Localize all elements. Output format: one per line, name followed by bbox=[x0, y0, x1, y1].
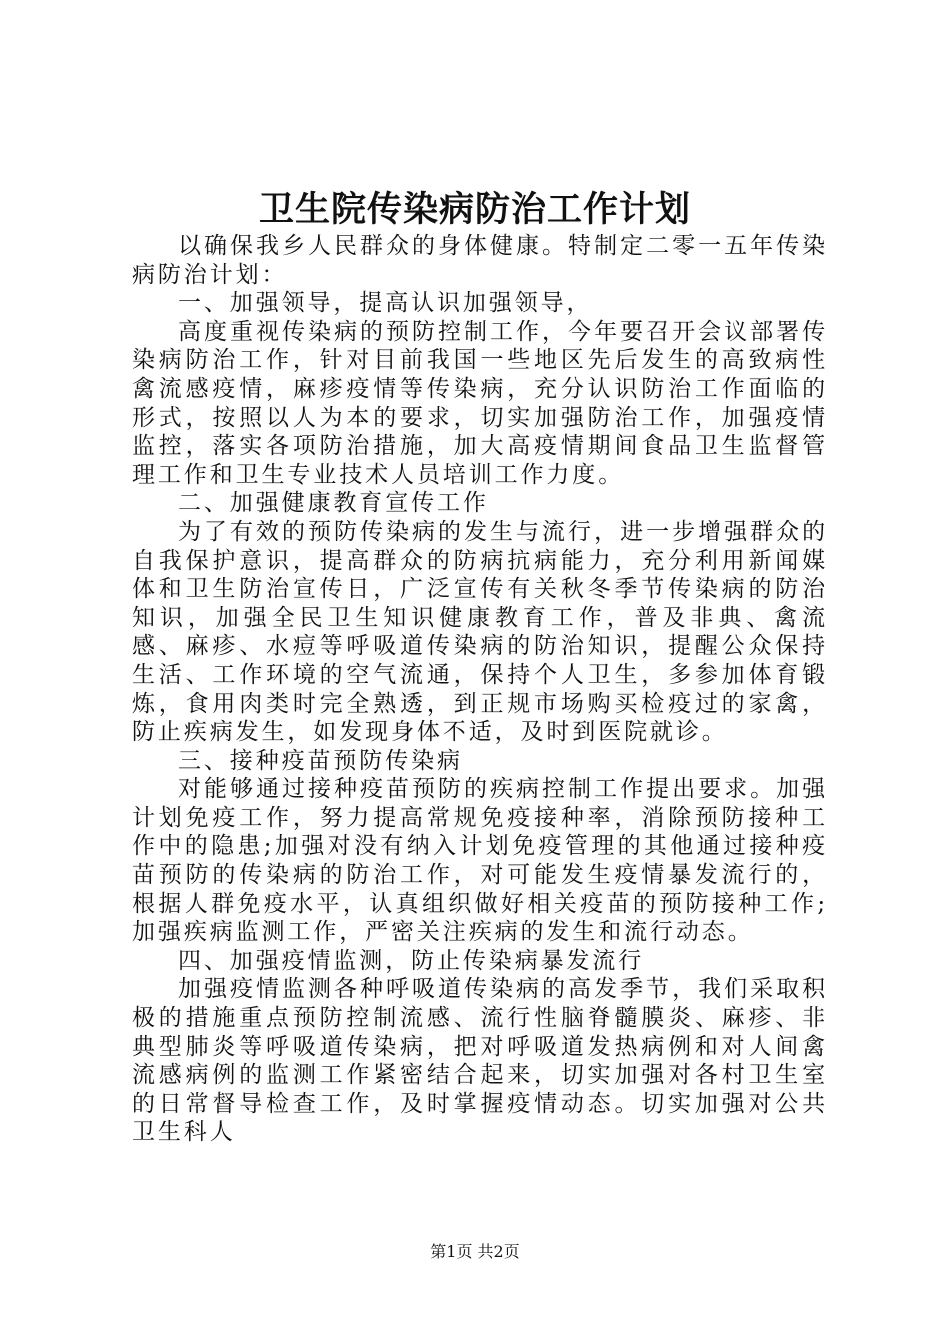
section-heading-4: 四、加强疫情监测，防止传染病暴发流行 bbox=[178, 947, 645, 974]
section-heading-2: 二、加强健康教育宣传工作 bbox=[178, 490, 489, 517]
paragraph-intro: 以确保我乡人民群众的身体健康。特制定二零一五年传染病防治计划： bbox=[132, 233, 828, 288]
paragraph-section-1: 高度重视传染病的预防控制工作，今年要召开会议部署传染病防治工作，针对目前我国一些地区先后发生的高致病性禽流感疫情，麻疹疫情等传染病，充分认识防治工作面临的形式，按照以人为本的要求，切实加强防治工作，加强疫情监控，落实各项防治措施，加大高疫情期间食品卫生监督管理工作和卫生专业技术人员培训工作力度。 bbox=[132, 318, 828, 488]
paragraph-section-4: 加强疫情监测各种呼吸道传染病的高发季节，我们采取积极的措施重点预防控制流感、流行性脑脊髓膜炎、麻疹、非典型肺炎等呼吸道传染病，把对呼吸道发热病例和对人间禽流感病例的监测工作紧密结合起来，切实加强对各村卫生室的日常督导检查工作，及时掌握疫情动态。切实加强对公共卫生科人 bbox=[132, 976, 828, 1146]
page-number-footer: 第1页 共2页 bbox=[430, 1242, 520, 1261]
document-title: 卫生院传染病防治工作计划 bbox=[258, 189, 691, 230]
document-body bbox=[132, 232, 828, 1147]
section-heading-1: 一、加强领导，提高认识加强领导， bbox=[178, 290, 593, 317]
paragraph-section-2: 为了有效的预防传染病的发生与流行，进一步增强群众的自我保护意识，提高群众的防病抗病能力，充分利用新闻媒体和卫生防治宣传日，广泛宣传有关秋冬季节传染病的防治知识，加强全民卫生知识健康教育工作，普及非典、禽流感、麻疹、水痘等呼吸道传染病的防治知识，提醒公众保持生活、工作环境的空气流通，保持个人卫生，多参加体育锻炼，食用肉类时完全熟透，到正规市场购买检疫过的家禽，防止疾病发生，如发现身体不适，及时到医院就诊。 bbox=[132, 518, 828, 746]
paragraph-section-3: 对能够通过接种疫苗预防的疾病控制工作提出要求。加强计划免疫工作，努力提高常规免疫接种率，消除预防接种工作中的隐患;加强对没有纳入计划免疫管理的其他通过接种疫苗预防的传染病的防治工作，对可能发生疫情暴发流行的，根据人群免疫水平，认真组织做好相关疫苗的预防接种工作;加强疾病监测工作，严密关注疾病的发生和流行动态。 bbox=[132, 776, 828, 946]
section-heading-3: 三、接种疫苗预防传染病 bbox=[178, 747, 463, 774]
